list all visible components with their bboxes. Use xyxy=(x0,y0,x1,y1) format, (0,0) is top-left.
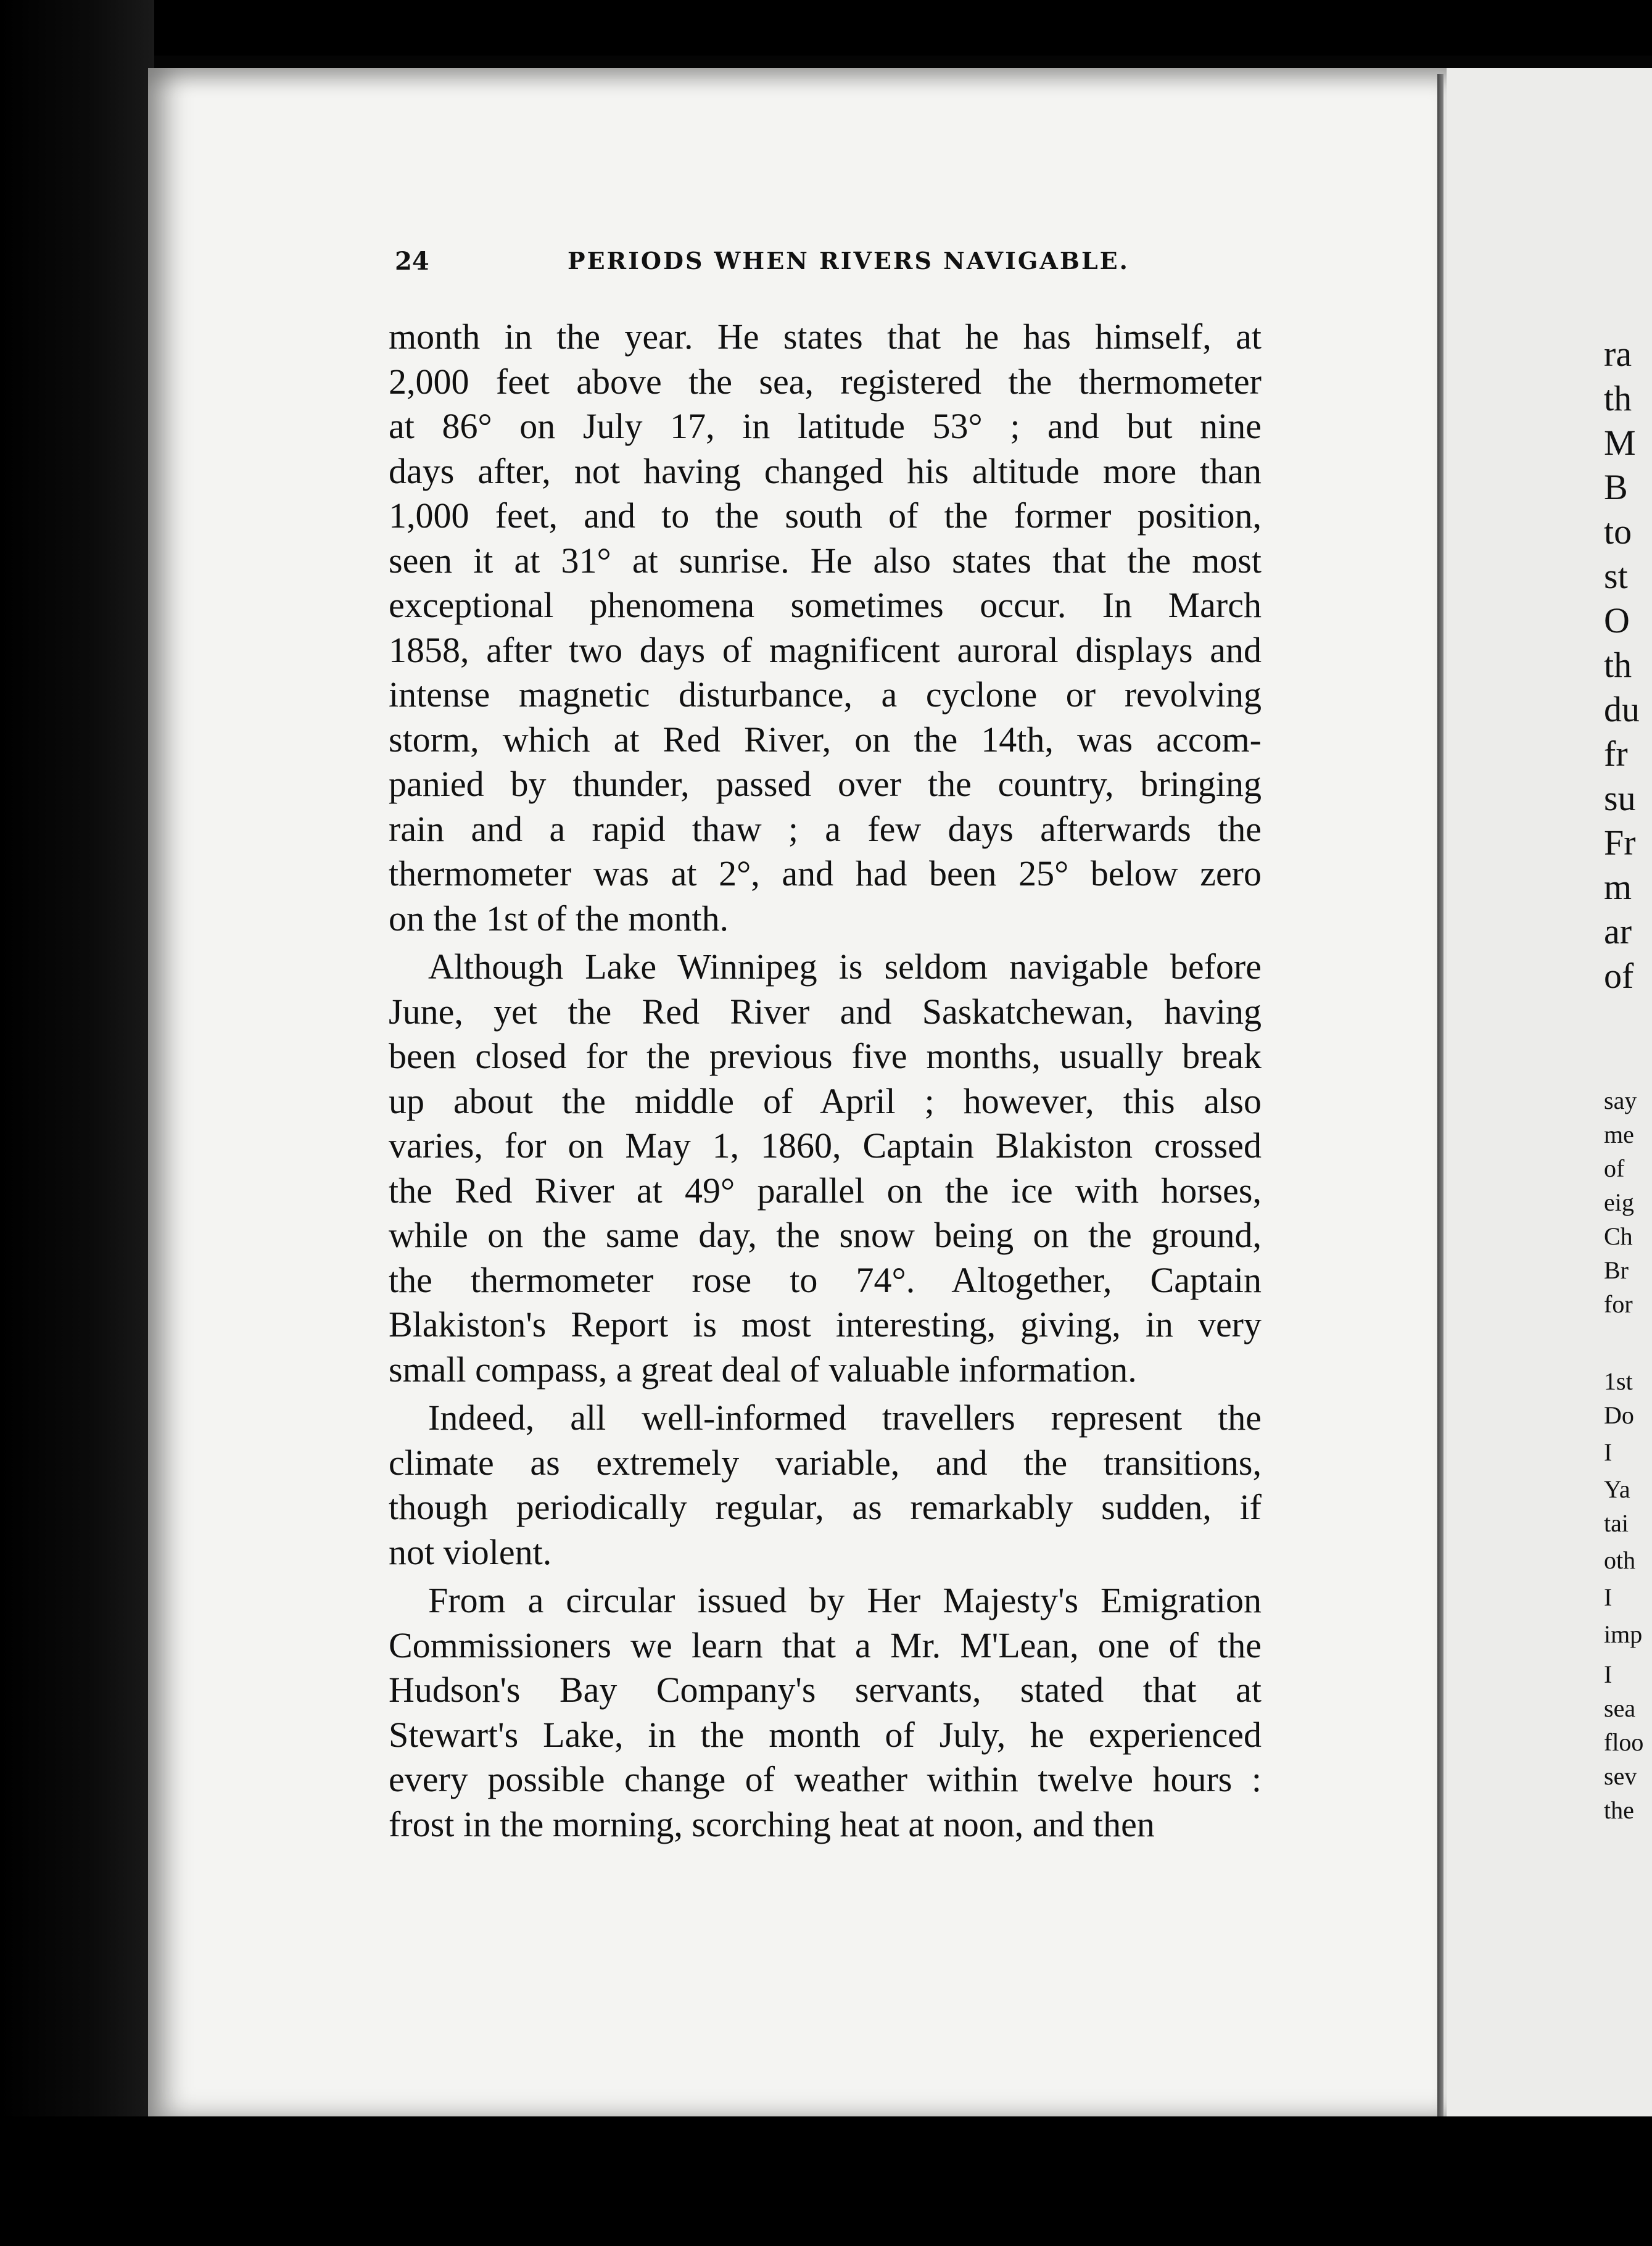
text-line: intense magnetic disturbance, a cyclone or revolving xyxy=(389,674,1262,715)
next-page-fragment: Fr xyxy=(1604,823,1636,863)
text-line: Indeed, all well-informed travellers represent the xyxy=(428,1398,1262,1438)
next-page-fragment: I xyxy=(1604,1583,1613,1611)
next-page-fragment: th xyxy=(1604,378,1632,418)
text-line: 1858, after two days of magnificent auroral displays and xyxy=(389,629,1262,670)
text-line: Stewart's Lake, in the month of July, he experienced xyxy=(389,1714,1262,1755)
text-line: thermometer was at 2°, and had been 25° below zero xyxy=(389,853,1262,893)
page-gutter xyxy=(1437,74,1443,2141)
text-line: Blakiston's Report is most interesting, giving, in very xyxy=(389,1304,1262,1345)
next-page-fragment: su xyxy=(1604,778,1636,818)
next-page-fragment: for xyxy=(1604,1290,1633,1318)
next-page-fragment: floo xyxy=(1604,1728,1644,1756)
next-page-fragment: Do xyxy=(1604,1401,1634,1429)
next-page-fragment: to xyxy=(1604,512,1632,552)
next-page-fragment: Br xyxy=(1604,1256,1629,1284)
text-line: From a circular issued by Her Majesty's Emigration xyxy=(428,1580,1262,1620)
text-line: 2,000 feet above the sea, registered the thermometer xyxy=(389,361,1262,402)
next-page-fragment: m xyxy=(1604,867,1632,907)
scan-top-border xyxy=(0,0,1652,56)
text-line: though periodically regular, as remarkably sudden, if xyxy=(389,1487,1262,1527)
text-line: while on the same day, the snow being on the ground, xyxy=(389,1215,1262,1255)
next-page-fragment: of xyxy=(1604,1154,1625,1182)
next-page-fragment: oth xyxy=(1604,1546,1636,1574)
next-page-fragment: Ch xyxy=(1604,1222,1633,1250)
next-page-fragment: Ya xyxy=(1604,1475,1630,1503)
paragraph xyxy=(389,1578,1262,1847)
text-line: Hudson's Bay Company's servants, stated that at xyxy=(389,1670,1262,1710)
text-line: at 86° on July 17, in latitude 53° ; and but nine xyxy=(389,406,1262,446)
next-page-fragment: M xyxy=(1604,423,1636,463)
next-page-fragment: sev xyxy=(1604,1762,1637,1790)
scan-left-border xyxy=(0,0,154,2246)
text-line: frost in the morning, scorching heat at noon, and then xyxy=(389,1804,1155,1844)
paragraph xyxy=(389,1396,1262,1575)
next-page-fragment: say xyxy=(1604,1087,1637,1114)
text-line: the thermometer rose to 74°. Altogether, Captain xyxy=(389,1259,1262,1300)
scan-bottom-border xyxy=(0,2116,1652,2246)
text-line: storm, which at Red River, on the 14th, was accom- xyxy=(389,719,1262,760)
text-line: Although Lake Winnipeg is seldom navigable before xyxy=(428,947,1262,987)
text-line: every possible change of weather within twelve hours : xyxy=(389,1759,1262,1799)
next-page-fragment: tai xyxy=(1604,1509,1629,1537)
text-line: days after, not having changed his altitude more than xyxy=(389,450,1262,491)
text-line: the Red River at 49° parallel on the ice with horses, xyxy=(389,1170,1262,1211)
text-line: month in the year. He states that he has himself, at xyxy=(389,317,1262,357)
text-line: up about the middle of April ; however, this also xyxy=(389,1080,1262,1121)
text-line: climate as extremely variable, and the transitions, xyxy=(389,1442,1262,1483)
next-page-fragment: I xyxy=(1604,1438,1613,1466)
text-line: seen it at 31° at sunrise. He also states that the most xyxy=(389,540,1262,581)
text-line: exceptional phenomena sometimes occur. In March xyxy=(389,585,1262,625)
next-page-fragment: the xyxy=(1604,1796,1634,1824)
next-page-fragment: imp xyxy=(1604,1620,1643,1648)
body-text xyxy=(389,315,1262,1847)
text-line: varies, for on May 1, 1860, Captain Blakiston crossed xyxy=(389,1125,1262,1166)
text-line: on the 1st of the month. xyxy=(389,898,729,939)
text-line: not violent. xyxy=(389,1531,552,1572)
next-page-fragment: st xyxy=(1604,556,1628,596)
text-line: Commissioners we learn that a Mr. M'Lean, one of the xyxy=(389,1625,1262,1665)
next-page-fragment: eig xyxy=(1604,1188,1634,1216)
next-page-fragment: I xyxy=(1604,1660,1613,1688)
next-page-fragment: sea xyxy=(1604,1694,1636,1722)
text-line: small compass, a great deal of valuable information. xyxy=(389,1349,1137,1390)
next-page-fragment: du xyxy=(1604,689,1640,729)
next-page-fragment: th xyxy=(1604,645,1632,685)
next-page-fragment: O xyxy=(1604,600,1630,640)
running-head: PERIODS WHEN RIVERS NAVIGABLE. xyxy=(568,247,1130,275)
text-line: panied by thunder, passed over the country, bringing xyxy=(389,764,1262,804)
page-number: 24 xyxy=(395,247,429,276)
text-line: 1,000 feet, and to the south of the former position, xyxy=(389,495,1262,536)
text-line: rain and a rapid thaw ; a few days afterwards the xyxy=(389,808,1262,849)
text-line: been closed for the previous five months, usually break xyxy=(389,1036,1262,1076)
next-page-fragment: me xyxy=(1604,1121,1634,1148)
next-page-fragment: fr xyxy=(1604,734,1628,774)
next-page-fragment: of xyxy=(1604,956,1634,996)
next-page-fragment: B xyxy=(1604,467,1628,507)
text-line: June, yet the Red River and Saskatchewan, having xyxy=(389,991,1262,1032)
next-page-fragment: ar xyxy=(1604,911,1632,951)
next-page-fragment: ra xyxy=(1604,334,1632,374)
next-page-fragment: 1st xyxy=(1604,1367,1633,1395)
paragraph xyxy=(389,315,1262,941)
paragraph xyxy=(389,945,1262,1392)
